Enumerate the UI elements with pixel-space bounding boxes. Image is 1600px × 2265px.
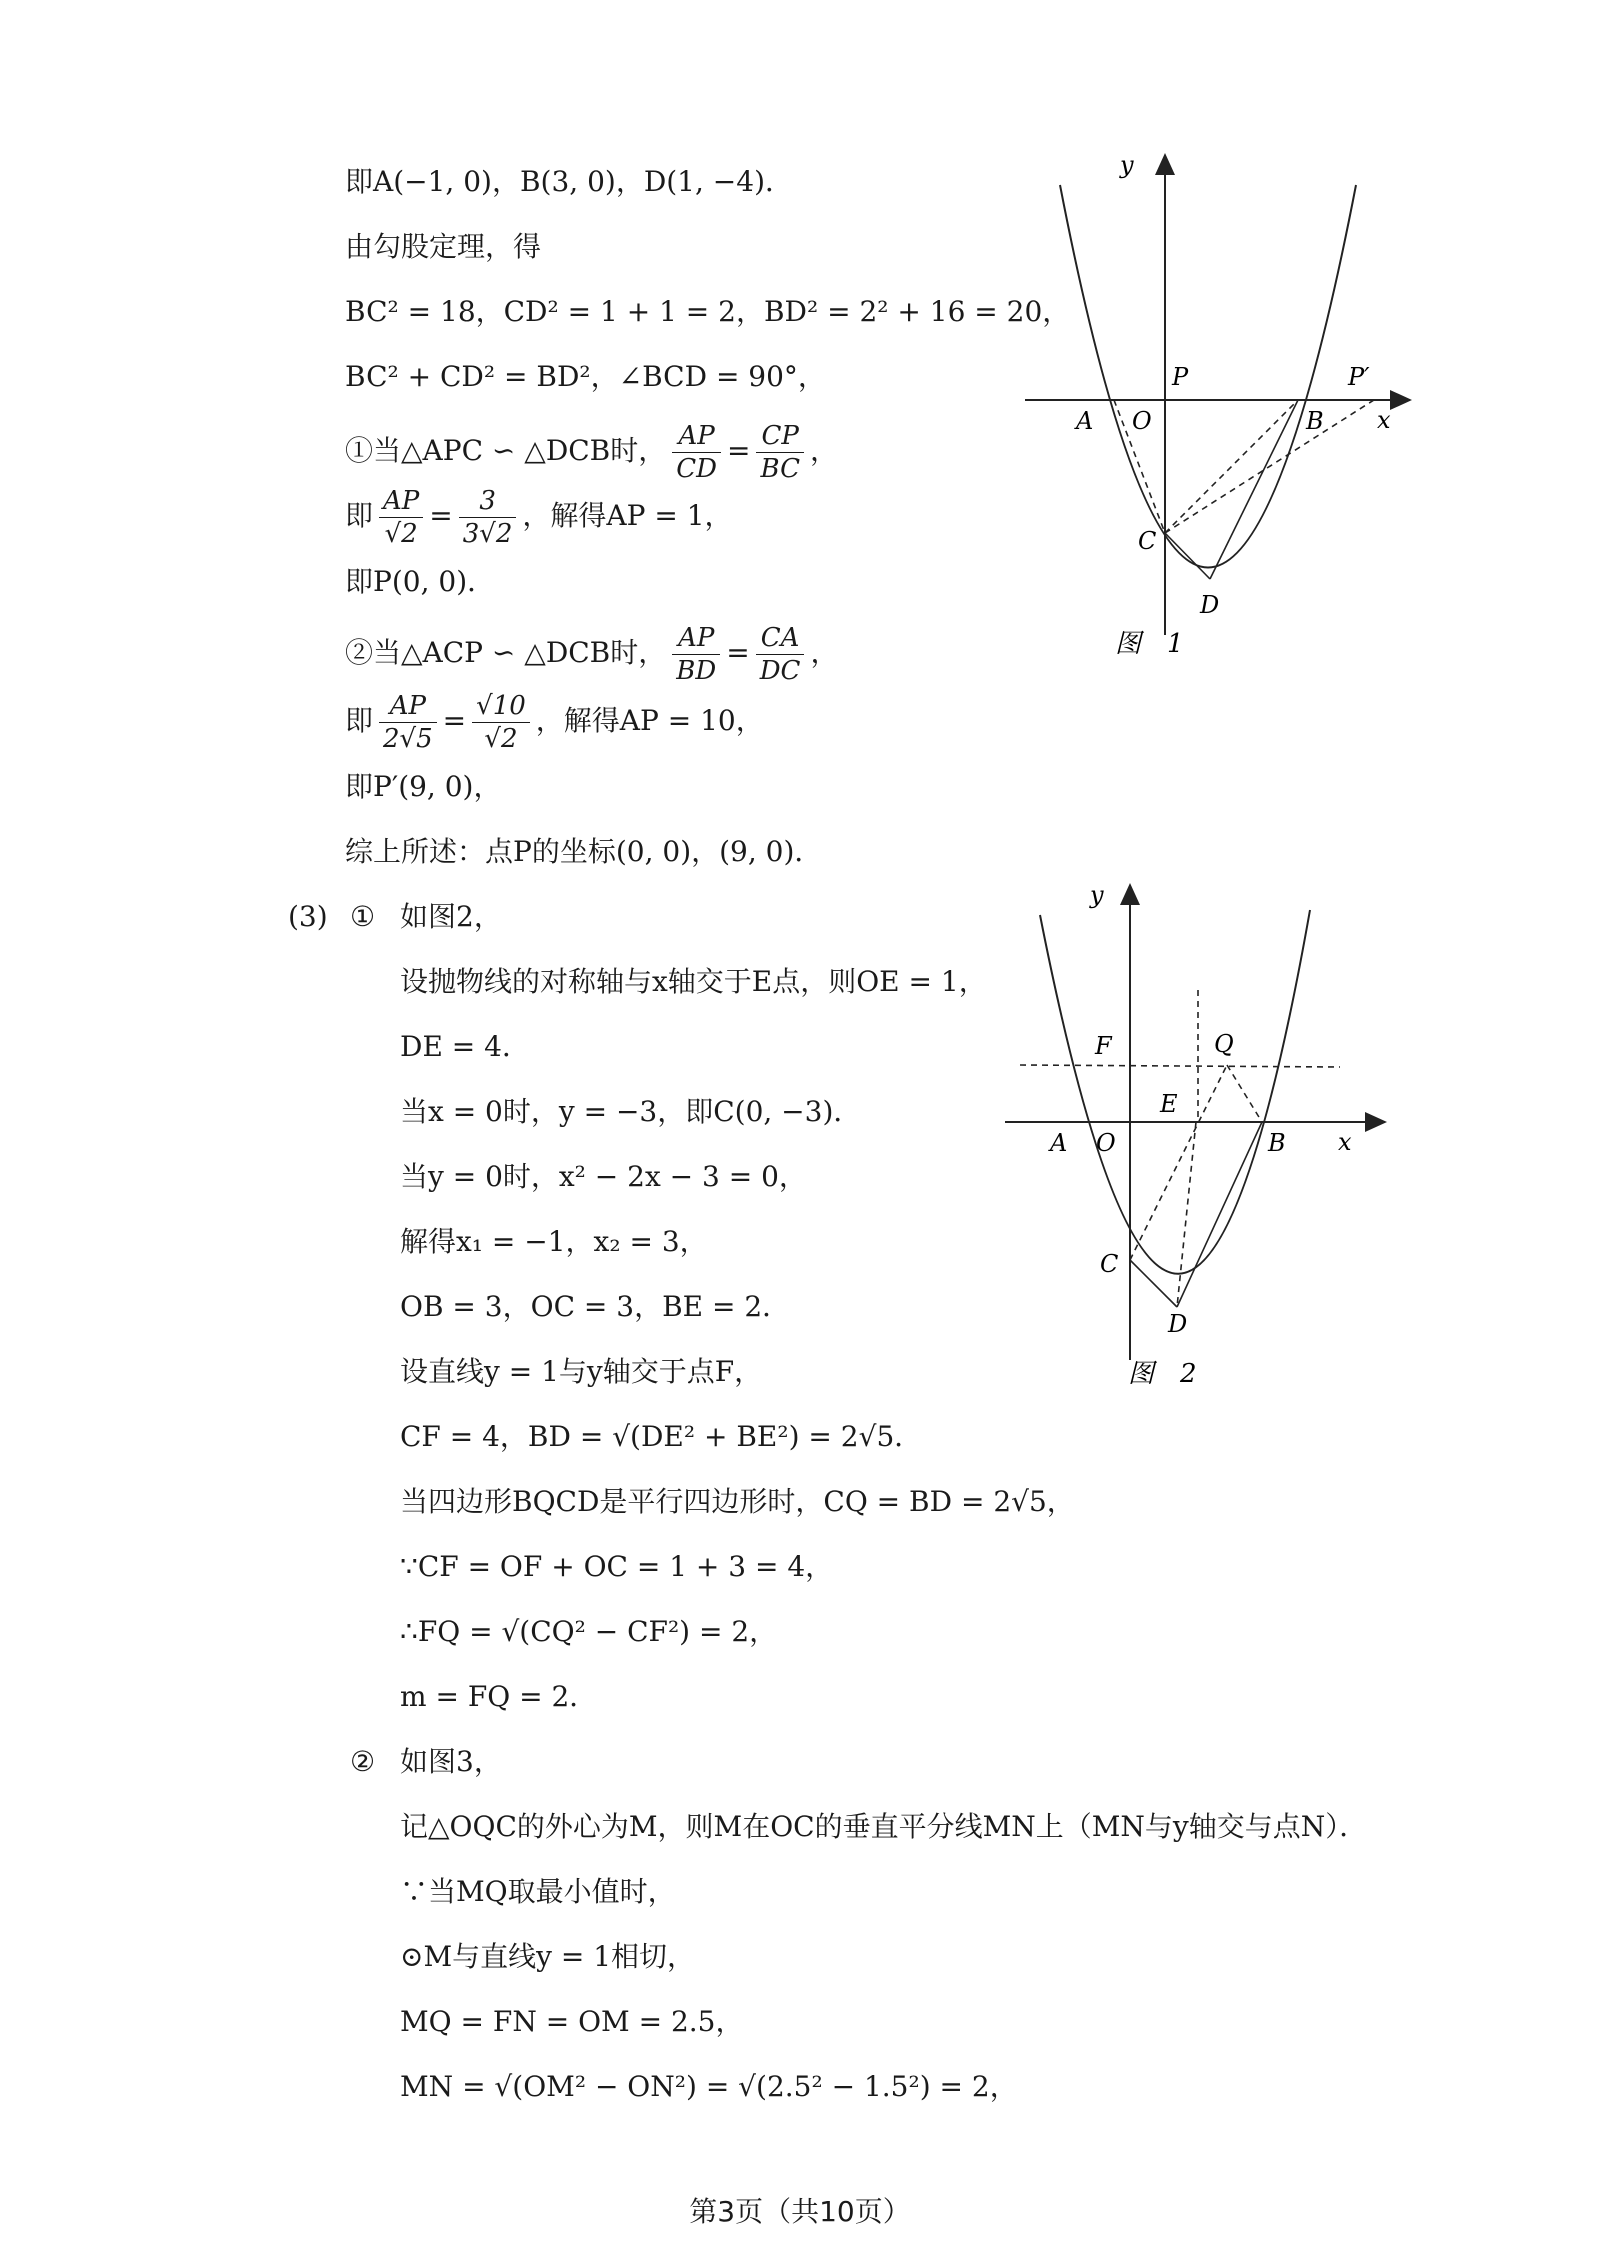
text-line-fraction [345,622,838,687]
label-a: A [1050,1129,1068,1157]
text-line: m = FQ = 2． [400,1680,598,1713]
text-line: 由勾股定理，得 [345,230,542,263]
text-line: 解得x₁ = −1，x₂ = 3， [400,1225,708,1258]
label-c: C [1100,1250,1119,1278]
text-fragment: 即 [345,704,374,737]
fraction [672,622,720,687]
dashed-segment-qb [1227,1065,1262,1122]
label-y: y [1120,151,1134,179]
text-fragment: ①当△APC ∽ △DCB时， [345,434,667,467]
text-line: 记△OQC的外心为M，则M在OC的垂直平分线MN上（MN与y轴交与点N）． [400,1810,1368,1843]
numerator: 3 [459,485,517,518]
circled-number: ① [350,900,376,933]
denominator: CD [676,454,718,484]
label-d: D [1200,591,1220,619]
text-line: 即P(0, 0)． [345,565,496,598]
label-e: E [1160,1090,1178,1118]
dashed-segment-ed [1177,1122,1196,1307]
denominator: BC [760,454,800,484]
equals-sign: = [442,704,467,737]
figure-1 [1020,145,1420,685]
dashed-segment [1165,398,1377,533]
label-a: A [1076,407,1094,435]
text-line: MQ = FN = OM = 2.5， [400,2005,744,2038]
text-fragment: ②当△ACP ∽ △DCB时， [345,636,667,669]
text-line: 当x = 0时，y = −3，即C(0, −3)． [400,1095,862,1128]
text-fragment: 即 [345,499,374,532]
equals-sign: = [726,636,750,669]
text-line: 设抛物线的对称轴与x轴交于E点，则OE = 1， [400,965,987,998]
numerator: AP [672,420,721,453]
text-line-fraction [345,485,733,550]
segment-cd [1165,533,1210,579]
parabola [1060,185,1356,568]
dashed-line-y1 [1020,1065,1340,1067]
numerator: √10 [472,690,530,723]
fraction [379,690,437,755]
text-line-fraction [345,690,764,755]
denominator: 3√2 [462,519,513,549]
text-line: OB = 3，OC = 3，BE = 2． [400,1290,791,1323]
equals-sign: = [727,434,751,467]
denominator: DC [759,656,801,686]
text-line: 综上所述：点P的坐标(0, 0)，(9, 0)． [345,835,823,868]
fraction [756,622,805,687]
text-line: MN = √(OM² − ON²) = √(2.5² − 1.5²) = 2， [400,2070,1018,2103]
numerator: AP [379,690,437,723]
text-line: 即A(−1, 0)，B(3, 0)，D(1, −4)． [345,165,794,198]
text-line: ∵CF = OF + OC = 1 + 3 = 4， [400,1550,834,1583]
text-fragment: ， [810,636,839,669]
fraction [472,690,530,755]
label-b: B [1306,407,1324,435]
label-f: F [1095,1032,1112,1060]
text-line: CF = 4，BD = √(DE² + BE²) = 2√5． [400,1420,923,1453]
denominator: 2√5 [383,724,433,754]
text-line: BC² = 18，CD² = 1 + 1 = 2，BD² = 2² + 16 = 20， [345,295,1071,328]
label-o: O [1096,1129,1116,1157]
label-d: D [1168,1310,1188,1338]
label-p: P [1172,363,1189,391]
text-line-fraction [345,420,838,485]
figure-caption: 图 2 [1128,1359,1197,1389]
text-line: ∵当MQ取最小值时， [400,1875,676,1908]
label-y: y [1090,881,1104,909]
label-c: C [1138,527,1157,555]
circled-number: ② [350,1745,376,1778]
text-line: 当四边形BQCD是平行四边形时，CQ = BD = 2√5， [400,1485,1075,1518]
fraction [459,485,517,550]
label-x: x [1338,1128,1352,1156]
equals-sign: = [429,499,453,532]
text-line: 如图2， [400,900,502,933]
text-line: BC² + CD² = BD²，∠BCD = 90°， [345,360,826,393]
denominator: √2 [484,724,518,754]
label-x: x [1377,406,1391,434]
text-line: ∴FQ = √(CQ² − CF²) = 2， [400,1615,778,1648]
text-line: ⊙M与直线y = 1相切， [400,1940,696,1973]
figure-2 [1000,870,1410,1410]
fraction [756,420,803,485]
dashed-segment [1165,400,1298,533]
label-o: O [1132,407,1152,435]
text-line: DE = 4． [400,1030,530,1063]
numerator: CP [756,420,803,453]
label-b: B [1268,1129,1286,1157]
segment-cd [1130,1260,1177,1307]
text-line: 设直线y = 1与y轴交于点F， [400,1355,763,1388]
fraction [379,485,423,550]
numerator: CA [756,622,805,655]
segment-bd [1177,1122,1262,1307]
page-footer: 第3页（共10页） [689,2195,911,2228]
text-fragment: ，解得AP = 10， [535,704,764,737]
label-q: Q [1214,1030,1234,1058]
segment-bd [1210,400,1298,579]
text-fragment: ， [809,434,838,467]
numerator: AP [379,485,423,518]
denominator: √2 [384,519,418,549]
text-line: 如图3， [400,1745,502,1778]
figure-caption: 图 1 [1115,629,1184,659]
label-p-prime: P′ [1348,363,1370,391]
fraction [672,420,721,485]
text-line: 当y = 0时，x² − 2x − 3 = 0， [400,1160,807,1193]
text-fragment: ，解得AP = 1， [522,499,733,532]
text-line: 即P′(9, 0)， [345,770,502,803]
numerator: AP [672,622,720,655]
denominator: BD [676,656,717,686]
part-number: (3) [288,900,328,933]
